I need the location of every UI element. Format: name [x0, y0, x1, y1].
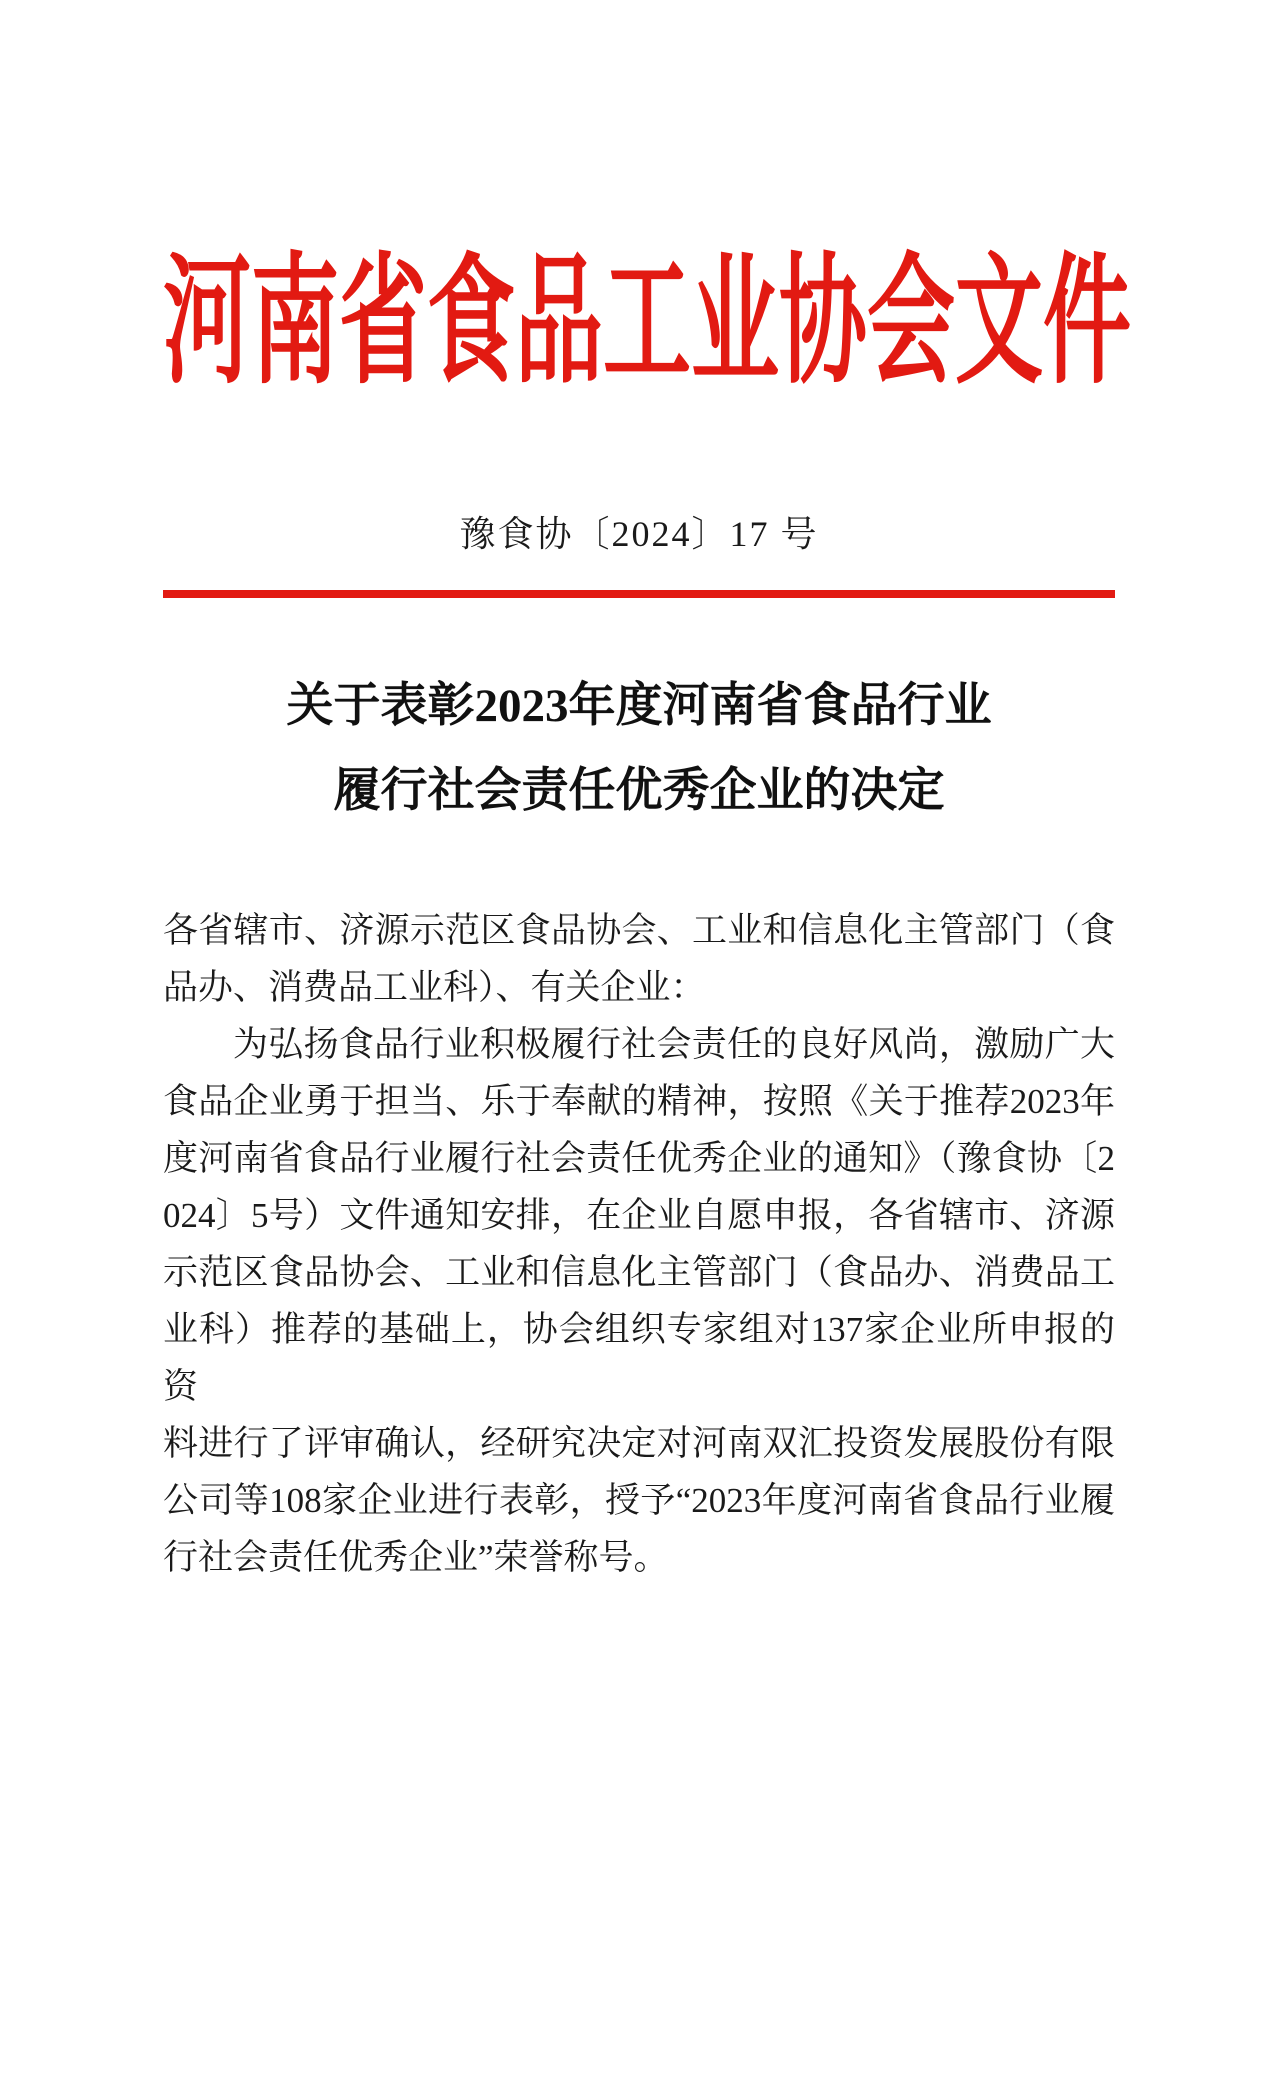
letterhead: [163, 246, 1132, 402]
body-line: 公司等108家企业进行表彰，授予“2023年度河南省食品行业履: [163, 1481, 1115, 1520]
document-title: [163, 664, 1115, 834]
body-line: 料进行了评审确认，经研究决定对河南双汇投资发展股份有限: [163, 1424, 1115, 1463]
document-number: 豫食协〔2024〕17 号: [459, 514, 819, 554]
body-line: 度河南省食品行业履行社会责任优秀企业的通知》（豫食协〔2: [163, 1139, 1115, 1178]
org-title: 河南省食品工业协会文件: [163, 246, 1132, 402]
body-line: 示范区食品协会、工业和信息化主管部门（食品办、消费品工: [163, 1253, 1115, 1292]
document-title-line2: 履行社会责任优秀企业的决定: [333, 765, 945, 817]
body-line: 行社会责任优秀企业”荣誉称号。: [163, 1538, 669, 1577]
body-line: 为弘扬食品行业积极履行社会责任的良好风尚，激励广大: [233, 1025, 1115, 1064]
red-divider-rule: [163, 590, 1115, 598]
document-page: [163, 246, 1132, 1586]
body-line: 食品企业勇于担当、乐于奉献的精神，按照《关于推荐2023年: [163, 1082, 1115, 1121]
document-title-line1: 关于表彰2023年度河南省食品行业: [286, 680, 992, 732]
body-line: 品办、消费品工业科）、有关企业：: [163, 968, 706, 1007]
body-line: 业科）推荐的基础上，协会组织专家组对137家企业所申报的资: [163, 1310, 1115, 1406]
body-line: 024〕5号）文件通知安排，在企业自愿申报，各省辖市、济源: [163, 1196, 1115, 1235]
document-body: [163, 902, 1115, 1586]
body-line: 各省辖市、济源示范区食品协会、工业和信息化主管部门（食: [163, 911, 1115, 950]
